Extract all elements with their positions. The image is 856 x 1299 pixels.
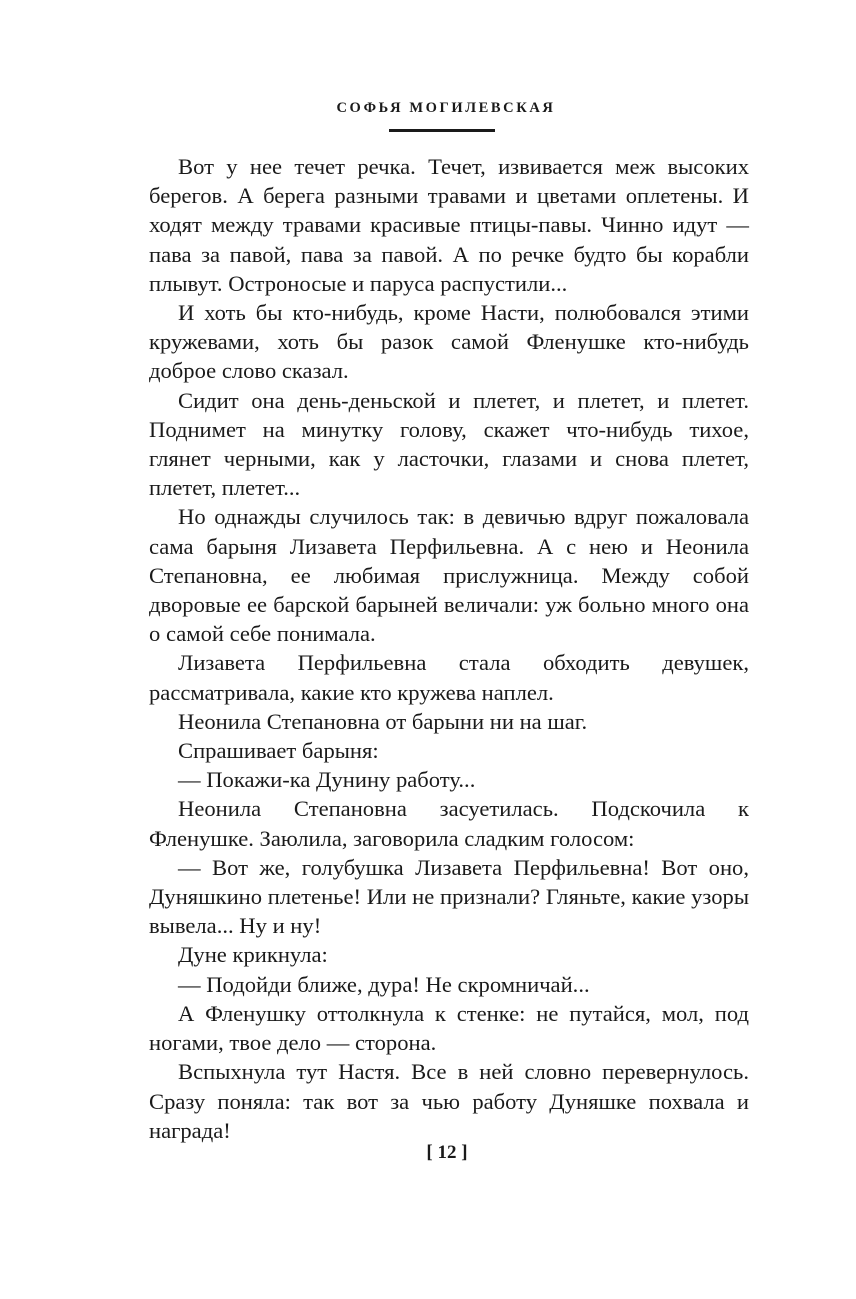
paragraph: А Фленушку оттолкнула к стенке: не путайся, мол, под ногами, твое дело — сторона. xyxy=(149,1000,749,1056)
paragraph: Но однажды случилось так: в девичью вдруг пожаловала сама барыня Лизавета Перфильевна. А с нею и Неонила Степановна, ее любимая прислужница. Между собой дворовые ее барской барыней величали: уж больно много она о самой себе понимала. xyxy=(149,504,749,647)
paragraph: Неонила Степановна от барыни ни на шаг. xyxy=(178,708,588,734)
dialogue-line: — Покажи-ка Дунину работу... xyxy=(178,767,476,793)
paragraph: Вот у нее течет речка. Течет, извивается меж высоких берегов. А берега разными травами и цветами оплетены. И ходят между травами красивые птицы-павы. Чинно идут — пава за павой, пава за павой. А по речке будто бы корабли плывут. Остроносые и паруса распустили... xyxy=(149,154,749,296)
running-head-author: СОФЬЯ МОГИЛЕВСКАЯ xyxy=(336,100,556,116)
paragraph: Лизавета Перфильевна стала обходить девушек, рассматривала, какие кто кружева наплел. xyxy=(149,650,749,705)
dialogue-line: — Подойди ближе, дура! Не скромничай... xyxy=(178,971,590,997)
paragraph: Спрашивает барыня: xyxy=(178,738,379,764)
body-text xyxy=(149,152,749,1145)
paragraph: И хоть бы кто-нибудь, кроме Насти, полюбовался этими кружевами, хоть бы разок самой Фленушке кто-нибудь доброе слово сказал. xyxy=(149,300,749,384)
dialogue-line: — Вот же, голубушка Лизавета Перфильевна! Вот оно, Дуняшкино плетенье! Или не признали? Гляньте, какие узоры вывела... Ну и ну! xyxy=(149,854,749,939)
paragraph: Вспыхнула тут Настя. Все в ней словно перевернулось. Сразу поняла: так вот за чью работу Дуняшке похвала и награда! xyxy=(149,1059,749,1143)
header-rule xyxy=(389,129,495,132)
page-header xyxy=(0,100,856,132)
page-number: [ 12 ] xyxy=(426,1142,468,1163)
paragraph: Дуне крикнула: xyxy=(178,942,328,968)
paragraph: Неонила Степановна засуетилась. Подскочила к Фленушке. Заюлила, заговорила сладким голосом: xyxy=(149,796,749,851)
paragraph: Сидит она день-деньской и плетет, и плетет, и плетет. Поднимет на минутку голову, скажет что-нибудь тихое, глянет черными, как у ласточки, глазами и снова плетет, плетет, плетет... xyxy=(149,387,749,501)
